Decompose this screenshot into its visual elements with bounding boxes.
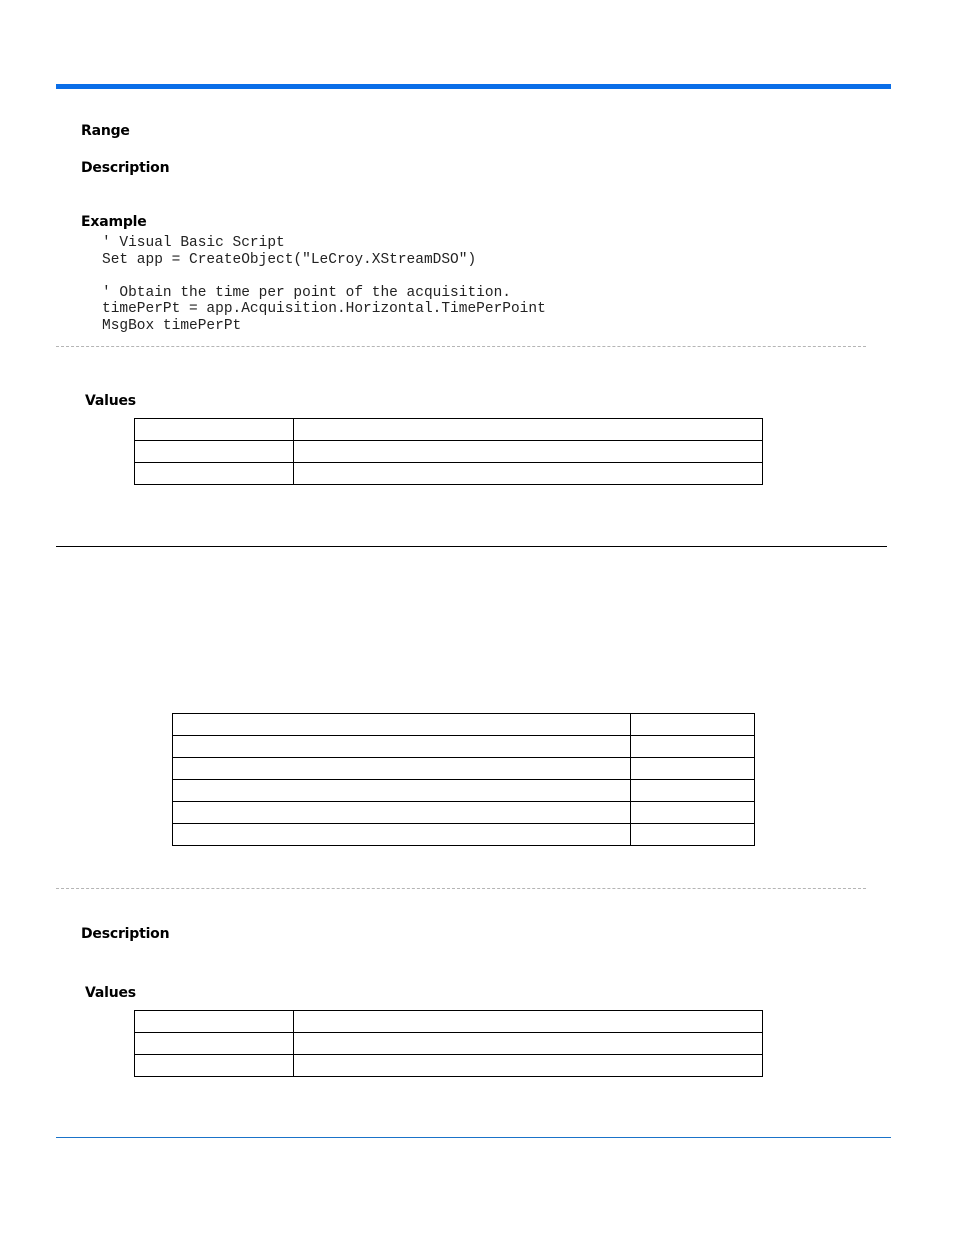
table-row xyxy=(135,1011,763,1033)
table-row xyxy=(173,824,755,846)
table-row xyxy=(135,463,763,485)
code-example: ' Visual Basic Script Set app = CreateObject("LeCroy.XStreamDSO") ' Obtain the time per point of the acquisition. timePerPt = app.Acquisition.Horizontal.TimePerPoint MsgBox timePerPt xyxy=(102,235,546,334)
description-heading: Description xyxy=(81,926,170,942)
header-accent-bar xyxy=(56,84,891,89)
table-row xyxy=(135,441,763,463)
table-row xyxy=(135,419,763,441)
data-table xyxy=(172,713,755,846)
section-divider xyxy=(56,888,866,889)
table-row xyxy=(173,714,755,736)
table-row xyxy=(173,758,755,780)
section-rule xyxy=(56,546,887,547)
values-table xyxy=(134,418,763,485)
table-row xyxy=(173,802,755,824)
table-row xyxy=(135,1033,763,1055)
table-row xyxy=(135,1055,763,1077)
values-heading: Values xyxy=(85,393,136,409)
example-heading: Example xyxy=(81,214,147,230)
values-heading: Values xyxy=(85,985,136,1001)
values-table xyxy=(134,1010,763,1077)
description-heading: Description xyxy=(81,160,170,176)
footer-rule xyxy=(56,1137,891,1138)
range-heading: Range xyxy=(81,123,130,139)
table-row xyxy=(173,736,755,758)
table-row xyxy=(173,780,755,802)
section-divider xyxy=(56,346,866,347)
